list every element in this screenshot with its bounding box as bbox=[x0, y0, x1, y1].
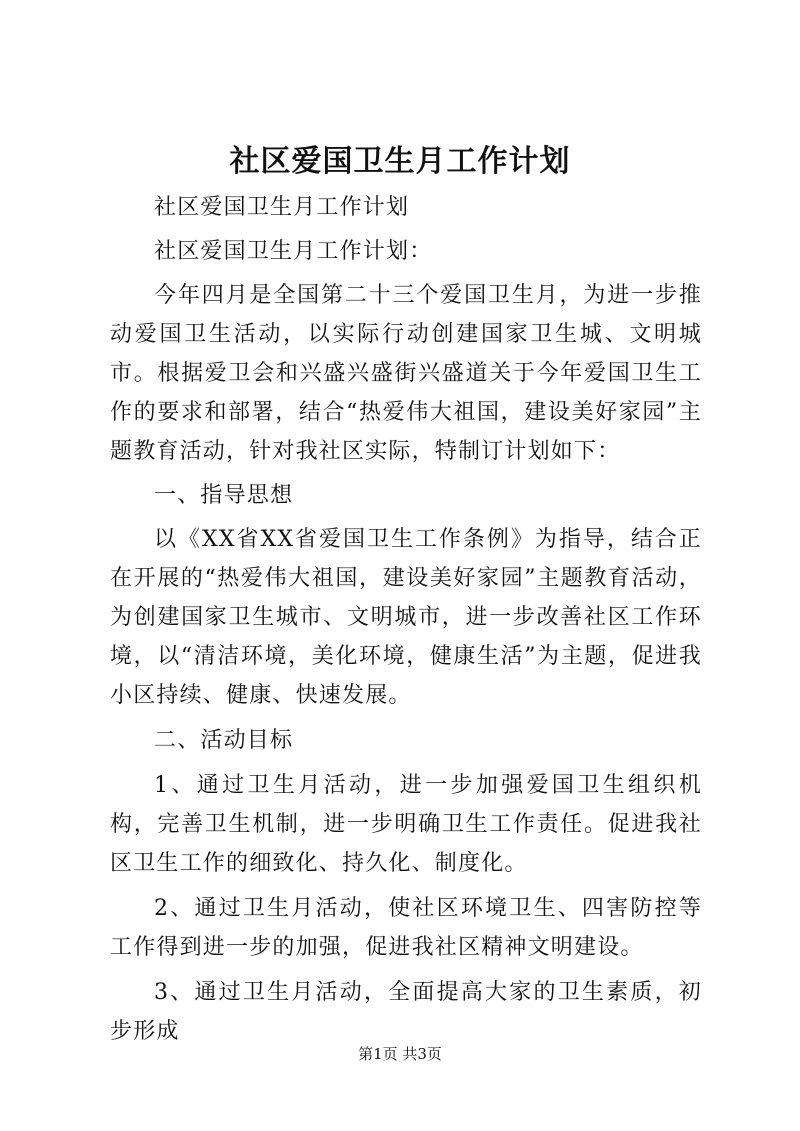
paragraph-intro: 今年四月是全国第二十三个爱国卫生月，为进一步推动爱国卫生活动，以实际行动创建国家卫生城、文明城市。根据爱卫会和兴盛兴盛街兴盛道关于今年爱国卫生工作的要求和部署，结合“热爱伟大祖国，建设美好家园”主题教育活动，针对我社区实际，特制订计划如下： bbox=[110, 283, 702, 464]
section-heading-guiding-thought: 一、指导思想 bbox=[154, 483, 294, 508]
page-footer: 第1页 共3页 bbox=[358, 1045, 442, 1063]
section-heading-goals: 二、活动目标 bbox=[154, 728, 294, 753]
paragraph-intro-label: 社区爱国卫生月工作计划： bbox=[154, 239, 433, 264]
paragraph-goal-1: 1、通过卫生月活动，进一步加强爱国卫生组织机构，完善卫生机制，进一步明确卫生工作责任。促进我社区卫生工作的细致化、持久化、制度化。 bbox=[110, 773, 702, 876]
paragraph-subtitle: 社区爱国卫生月工作计划 bbox=[154, 195, 410, 220]
document-body bbox=[110, 188, 702, 1051]
document-title: 社区爱国卫生月工作计划 bbox=[229, 144, 571, 179]
paragraph-goal-2: 2、通过卫生月活动，使社区环境卫生、四害防控等工作得到进一步的加强，促进我社区精神文明建设。 bbox=[110, 896, 702, 960]
paragraph-guiding-thought: 以《XX省XX省爱国卫生工作条例》为指导，结合正在开展的“热爱伟大祖国，建设美好家园”主题教育活动，为创建国家卫生城市、文明城市，进一步改善社区工作环境，以“清洁环境，美化环境，健康生活”为主题，促进我小区持续、健康、快速发展。 bbox=[110, 527, 702, 708]
paragraph-goal-3: 3、通过卫生月活动，全面提高大家的卫生素质，初步形成 bbox=[110, 980, 702, 1044]
